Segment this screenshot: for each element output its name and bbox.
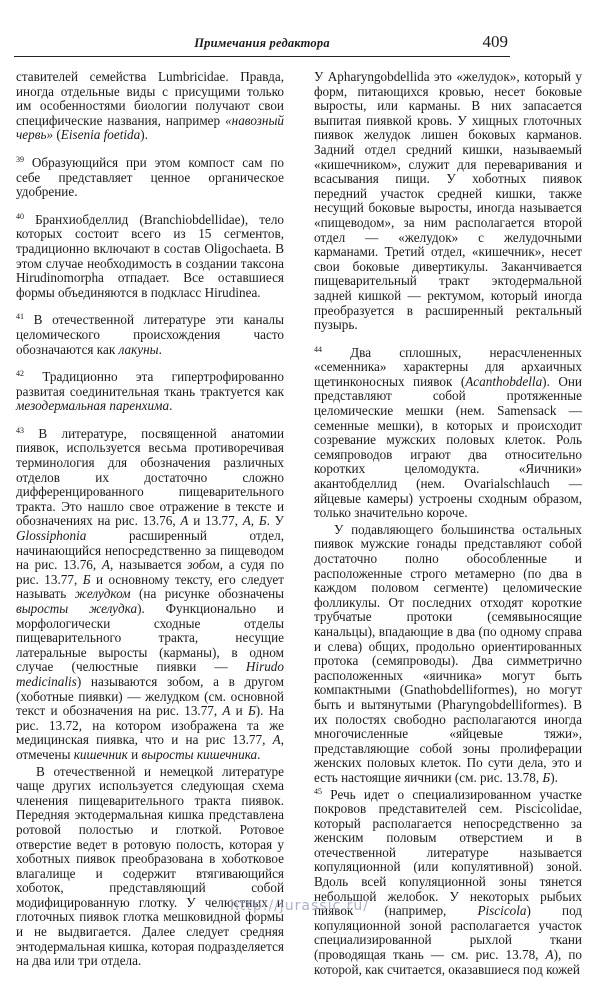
page-number: 409 [482,32,508,51]
note-number: 39 [16,154,24,164]
note-number: 41 [16,312,24,322]
note-43: $^{43}$ В литературе, посвященной анатомии пиявок, используется весьма противоречивая терминология для обозначения различных отделов их достаточно сложно дифференцированного пищеварительного тракта. Это нашло свое отражение в тексте и обозначениях на рис. 13.76, А и 13.77, А, Б. У Glossiphonia расширенный отдел, начинающийся непосредственно за пищеводом на рис. 13.76, А, называется зобом, а судя по рис. 13.77, Б и основному тексту, его следует называть желудком (на рисунке обозначены выросты желудка). Функционально и морфологически сходные отделы пищеварительного тракта, несущие латеральные выросты (карманы), в одном случае (челюстные пиявки — Hirudo medicinalis) называются зобом, а в другом (хоботные пиявки) — желудком (см. основной текст и обозначения на рис. 13.77, А и Б). На рис. 13.72, на котором изображена та же медицинская пиявка, что и на рис 13.77, А, отмечены кишечник и выросты кишечника. [16,425,284,762]
note-number: 45 [314,786,322,796]
continued-paragraph: У Apharyngobdellida это «желудок», который у форм, питающихся кровью, несет боковые выросты, или карманы. В них запасается выпитая пиявкой кровь. У хищных глоточных пиявок желудок лишен боковых карманов. Задний отдел средний кишки, называемый «кишечником», служит для переваривания и всасывания пищи. У хоботных пиявок передний участок средней кишки, также несущий боковые выросты, иногда называется «пищеводом», за ним располагается второй отдел — «желудок» с желудочными карманами. Третий отдел, «кишечник», несет свои боковые дивертикулы. Заканчивается пищеварительный тракт эктодермальной задней кишкой — ректумом, который иногда преобразуется в расширенный ректальный пузырь. [314,69,582,333]
note-45: $^{45}$ Речь идет о специализированном участке покровов представителей сем. Piscicolidae, который располагается непосредственно за женским половым отверстием и в отечественной литературе называется копуляционной (или копулятивной) зоной. Вдоль всей копуляционной зоны тянется небольшой желобок. У некоторых рыбьих пиявок (например, Piscicola) под копуляционной зоной располагается участок специализированной рыхлой ткани (проводящая ткань — см. рис. 13.78, А), по которой, как считается, оказавшиеся под кожей [314,786,583,977]
note-number: 40 [16,211,24,221]
note-44: $^{44}$ Два сплошных, нерасчлененных «семенника» характерны для архаичных щетинконосных пиявок (Acanthobdella). Они представляют собой протяженные целомические мешки (нем. Samensack — семенные мешки), в которых и происходит созревание мужских половых клеток. Роль семяпроводов играют два относительно коротких целомодукта. «Яичники» акантобделлид (нем. Ovarialschlauch — яйцевые камеры) устроены сходным образом, только значительно короче. [314,344,582,521]
note-number: 42 [16,369,24,379]
note-39: $^{39}$ Образующийся при этом компост сам по себе представляет ценное органическое удобрение. [16,154,284,200]
watermark: http://jurassic.ru/ [230,898,369,914]
note-40: $^{40}$ Бранхиобделлид (Branchiobdellidae), тело которых состоит всего из 15 сегментов, традиционно включают в состав Oligochaeta. В этом случае необходимость в создании таксона Hirudinomorpha отпадает. Все оставшиеся формы объединяются в подкласс Hirudinea. [16,211,284,300]
note-42: $^{42}$ Традиционно эта гипертрофированно развитая соединительная ткань трактуется как мезодермальная паренхима. [16,369,284,414]
note-41: $^{41}$ В отечественной литературе эти каналы целомического происхождения часто обозначаются как лакуны. [16,312,284,357]
paragraph-digestive-tract: В отечественной и немецкой литературе чаще других используется следующая схема членения пищеварительного тракта пиявок. Передняя эктодермальная кишка представлена ротовой полостью и глоткой. Ротовое отверстие ведет в ротовую полость, которая у хоботных пиявок преобразована в хоботковое влагалище и содержит втягивающийся хоботок, представляющий собой модифицированную глотку. У челюстных и глоточных пиявок глотка мешковидной формы и не выдвигается. Далее следует средняя энтодермальная кишка, которая подразделяется на два или три отдела. [16,763,284,969]
header-title: Примечания редактора [194,36,330,50]
right-column [314,70,582,990]
paragraph-gonads: У подавляющего большинства остальных пиявок мужские гонады представляют собой достаточно полно обособленные и расположенные строго метамерно (по два в каждом половом сегменте) целомические фолликулы. От последних отходят короткие трубчатые протоки (семявыносящие канальцы), впадающие в два (по одному справа и слева) общих, продольно ориентированных протока (семяпроводы). Два симметрично расположенных «яичника» могут быть компактными (Gnathobdelliformes), но могут быть и вытянутыми (Pharyngobdelliformes). В их полостях свободно располагаются иногда многочисленные «яйцевые тяжи», представляющие собой зоны пролиферации женских половых клеток. По сути дела, это и есть настоящие яичники (см. рис. 13.78, Б). [314,521,582,785]
left-column [16,70,284,982]
continued-paragraph: ставителей семейства Lumbricidae. Правда, иногда отдельные виды с присущими только им особенностями биологии получают свои специфические названия, например «навозный червь» (Eisenia foetida). [16,69,284,143]
note-number: 44 [314,344,322,354]
running-header [14,34,510,57]
note-number: 43 [16,425,24,435]
